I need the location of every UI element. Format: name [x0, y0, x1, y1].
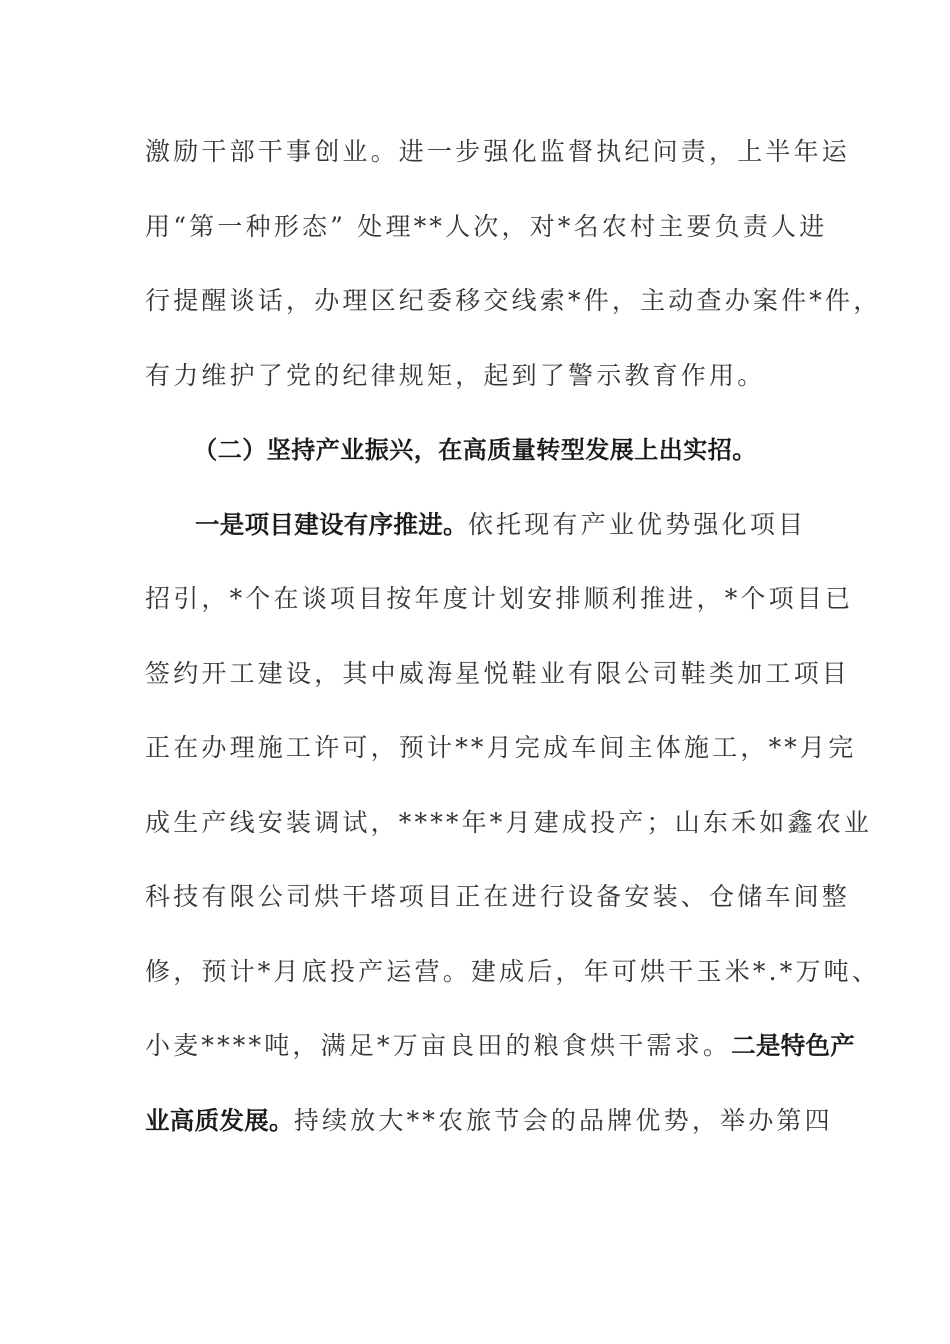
item-lead-bold: 一是项目建设有序推进。: [195, 509, 468, 539]
paragraph-line: [145, 1022, 856, 1097]
paragraph-line: 激励干部干事创业。进一步强化监督执纪问责，上半年运: [145, 137, 851, 166]
paragraph-line: [145, 501, 805, 576]
paragraph-line: 正在办理施工许可，预计**月完成车间主体施工，**月完: [145, 733, 857, 762]
paragraph-line: [145, 1097, 833, 1172]
line-text: 持续放大**农旅节会的品牌优势，举办第四: [293, 1105, 833, 1135]
paragraph-line: 签约开工建设，其中威海星悦鞋业有限公司鞋类加工项目: [145, 658, 851, 688]
document-body: [145, 128, 882, 1171]
line-text: 小麦****吨，满足*万亩良田的粮食烘干需求。: [145, 1031, 732, 1060]
item-lead-bold: 业高质发展。: [145, 1105, 294, 1135]
item-lead-bold: 二是特色产: [731, 1031, 856, 1060]
paragraph-line: 科技有限公司烘干塔项目正在进行设备安装、仓储车间整: [145, 882, 851, 911]
section-heading: （二）坚持产业振兴，在高质量转型发展上出实招。: [193, 436, 757, 464]
paragraph-line: 成生产线安装调试，****年*月建成投产；山东禾如鑫农业: [145, 807, 873, 837]
item-lead-text: 依托现有产业优势强化项目: [467, 509, 807, 539]
paragraph-line: 修，预计*月底投产运营。建成后，年可烘干玉米*.*万吨、: [145, 956, 881, 986]
paragraph-line: 行提醒谈话，办理区纪委移交线索*件，主动查办案件*件，: [145, 286, 882, 315]
paragraph-line: 有力维护了党的纪律规矩，起到了警示教育作用。: [145, 360, 766, 390]
paragraph-line: 招引，*个在谈项目按年度计划安排顺利推进，*个项目已: [145, 584, 854, 613]
paragraph-line: 用“第一种形态” 处理**人次，对*名农村主要负责人进: [145, 211, 828, 241]
